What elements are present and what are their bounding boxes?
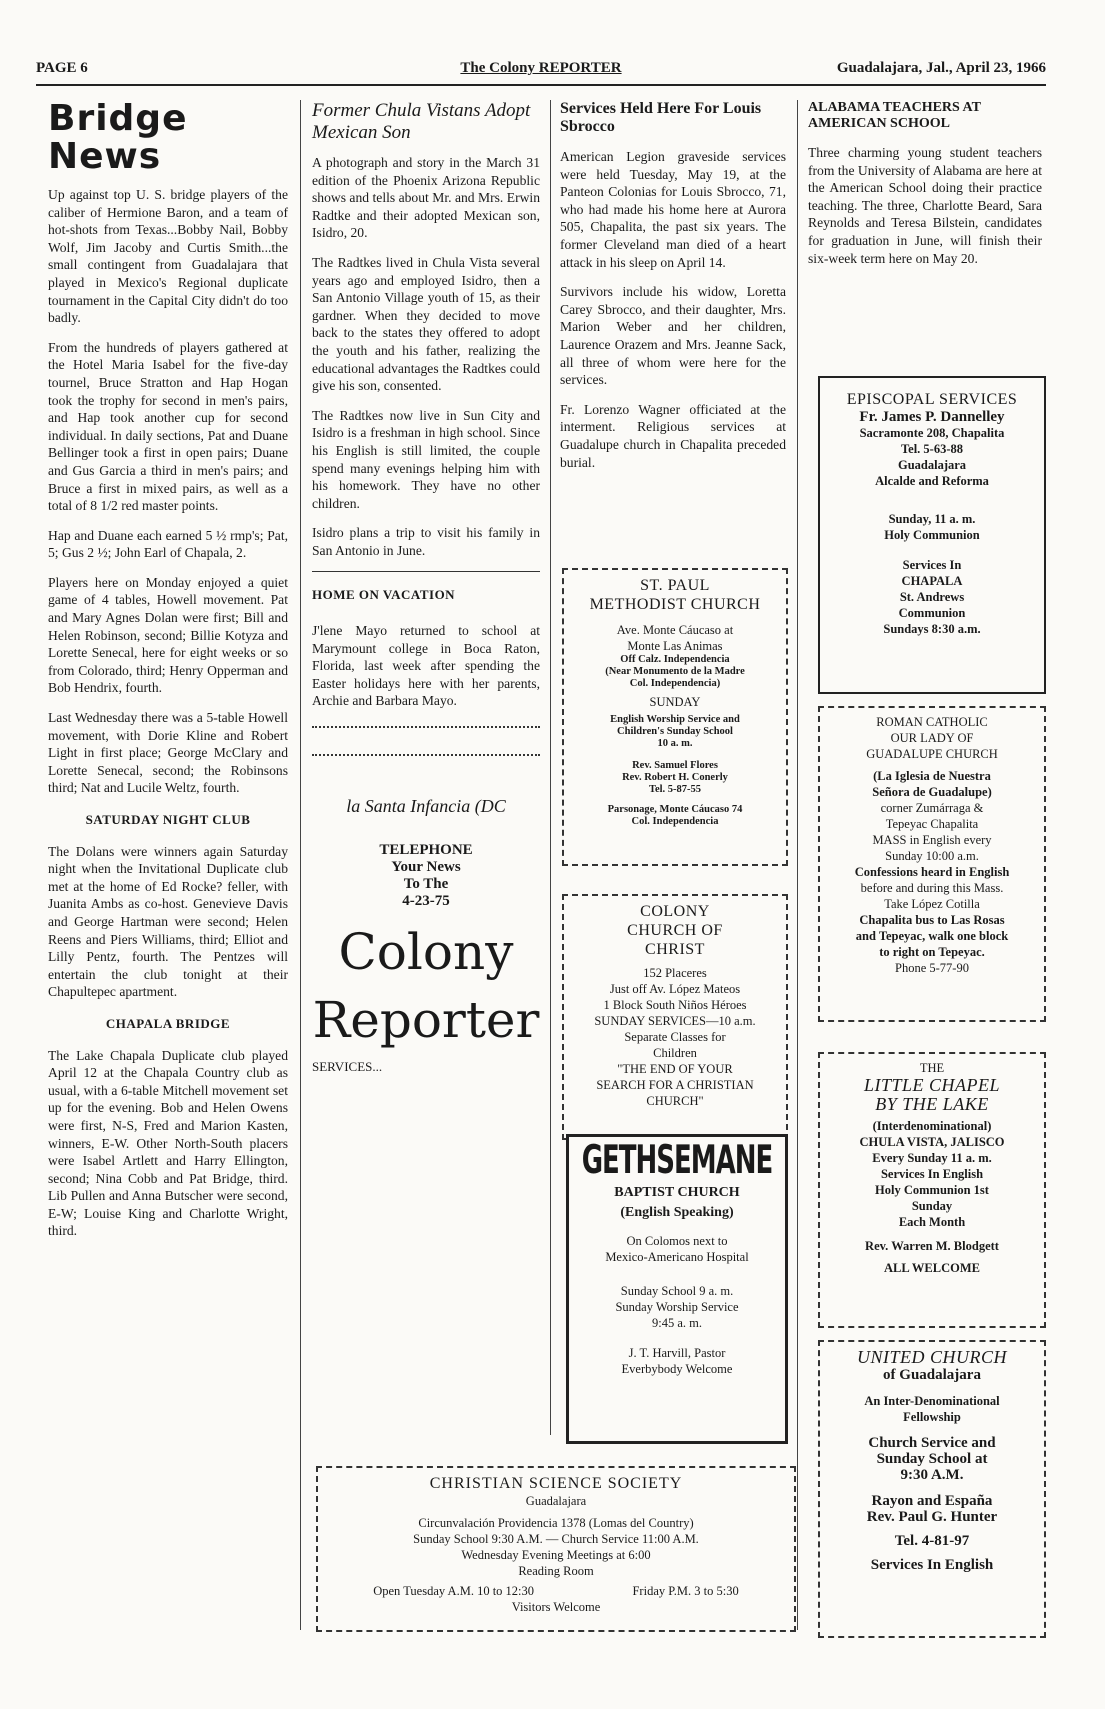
ad-line: and Tepeyac, walk one block (855, 929, 1009, 943)
ad-line: Rev. Warren M. Blodgett (865, 1239, 999, 1253)
subheading: CHAPALA BRIDGE (105, 1015, 231, 1031)
ad-line: UNITED CHURCH (856, 1347, 1007, 1367)
headline: Former Chula Vistans Adopt Mexican Son (312, 100, 531, 143)
dateline: Guadalajara, Jal., April 23, 1966 (836, 60, 1046, 76)
subheading: SATURDAY NIGHT CLUB (85, 812, 251, 827)
ad-line: CHAPALA (901, 574, 963, 588)
ad-line: to right on Tepeyac. (879, 945, 985, 959)
paragraph: A photograph and story in the March 31 edition of the Phoenix Arizona Republic shows and tells about Mr. and Mrs. Erwin Radtke and their adopted Mexican son, Isidro, 20. (312, 155, 540, 241)
hours-row (324, 1583, 788, 1599)
ad-line: ALL WELCOME (884, 1261, 980, 1275)
ad-line: CHURCH OF (627, 922, 723, 939)
ad-line: Ave. Monte Cáucaso at (616, 623, 734, 637)
ad-line: Guadalajara (525, 1494, 587, 1508)
ad-line: 152 Placeres (643, 966, 707, 980)
masthead (36, 60, 1046, 82)
little-chapel-ad (818, 1052, 1046, 1328)
ad-line: Fr. James P. Dannelley (859, 409, 1005, 425)
ad-line: Tel. 4-81-97 (894, 1533, 970, 1549)
ad-line: THE (919, 1061, 945, 1075)
ad-line: Reading Room (518, 1564, 594, 1578)
ad-line: 9:45 a. m. (652, 1316, 702, 1330)
telephone-line: TELEPHONE (379, 841, 473, 858)
ad-line: (English Speaking) (620, 1205, 734, 1220)
telephone-line: To The (403, 875, 449, 892)
ad-line: Holy Communion 1st (875, 1183, 989, 1197)
ad-line: Parsonage, Monte Cáucaso 74 (607, 804, 743, 815)
ad-line: Rev. Paul G. Hunter (866, 1509, 998, 1525)
ad-line: of Guadalajara (883, 1367, 981, 1383)
divider (312, 571, 540, 572)
ad-line: Children's Sunday School (617, 726, 733, 737)
ad-line: Everbybody Welcome (621, 1362, 733, 1376)
ad-line: Sunday 10:00 a.m. (885, 849, 979, 863)
ad-line: Off Calz. Independencia (620, 654, 730, 665)
ad-line: EPISCOPAL SERVICES (846, 391, 1018, 408)
ad-line: Church Service and (868, 1435, 996, 1451)
ad-line: Rayon and España (871, 1493, 993, 1509)
ad-line: "THE END OF YOUR (617, 1062, 733, 1076)
headline: Bridge News (48, 98, 188, 177)
ad-line: BAPTIST CHURCH (614, 1185, 740, 1200)
ad-line: CHULA VISTA, JALISCO (859, 1135, 1005, 1149)
ad-line: Take López Cotilla (884, 897, 980, 911)
reporter-logo: Reporter (312, 990, 540, 1049)
ad-line: OUR LADY OF (890, 731, 974, 745)
ad-title: GETHSEMANE (581, 1138, 773, 1184)
episcopal-ad (818, 376, 1046, 694)
ad-line: Tel. 5-87-55 (648, 784, 702, 795)
ad-line: corner Zumárraga & (880, 801, 984, 815)
ad-line: 9:30 A.M. (900, 1467, 964, 1483)
paragraph: Fr. Lorenzo Wagner officiated at the interment. Religious services at Guadalupe church in Chapalita preceded burial. (560, 401, 786, 470)
paragraph: From the hundreds of players gathered at the Hotel Maria Isabel for the five-day tournel, Bruce Stratton and Hap Hogan took the trophy for second in men's pairs, and Hap took another cup for second individual. In daily sections, Pat and Duane Bellinger took a first in open pairs; Duane and Gus Garcia a third in men's pairs; and Bruce a first in mixed pairs, as well as a total of 8 1/2 red master points. (48, 339, 288, 514)
paragraph: Last Wednesday there was a 5-table Howell movement, with Dorie Kline and Robert Light in first place; George McClary and Lorette Senecal, second; the Robinsons third; Nat and Lucile Weltz, fourth. (48, 710, 288, 796)
ad-line: Visitors Welcome (511, 1600, 601, 1614)
ad-line: Sunday School 9 a. m. (620, 1284, 734, 1298)
ad-line: Services In English (870, 1557, 994, 1573)
ad-line: CHURCH" (646, 1094, 704, 1108)
page-number: PAGE 6 (36, 60, 88, 76)
ad-line: Friday P.M. 3 to 5:30 (632, 1584, 739, 1598)
paragraph: The Lake Chapala Duplicate club played April 12 at the Chapala Country club as usual, with a 6-table Mitchell movement set up for the evening. Bob and Helen Owens were first, N-S, Fred and Marion Kasten, winners, E-W. Other North-South placers were Isabel Artlett and Harry Ellington, second; Nina Cobb and Pat Bridge, third. Lib Pullen and Anna Butscher were second, E-W; Louise King and Charlotte Wright, third. (48, 1047, 288, 1239)
ad-line: Tel. 5-63-88 (900, 442, 964, 456)
ad-line: Sunday (911, 1199, 953, 1213)
ad-line: Sunday Worship Service (615, 1300, 739, 1314)
ad-line: Every Sunday 11 a. m. (872, 1151, 992, 1165)
ad-line: Communion (898, 606, 966, 620)
catholic-ad (818, 706, 1046, 1022)
ad-line: 10 a. m. (657, 738, 693, 749)
church-of-christ-ad (562, 894, 788, 1140)
ad-line: Holy Communion (884, 528, 980, 542)
ad-line: On Colomos next to (626, 1234, 728, 1248)
ad-line: St. Andrews (899, 590, 965, 604)
ad-line: English Worship Service and (610, 714, 740, 725)
paragraph: Hap and Duane each earned 5 ½ rmp's; Pat, 5; Gus 2 ½; John Earl of Chapala, 2. (48, 527, 288, 561)
bridge-news-article (48, 100, 288, 1252)
column-divider (300, 100, 301, 1630)
column-divider (550, 100, 551, 1435)
paragraph: Up against top U. S. bridge players of the caliber of Hermione Baron, and a team of hot-shots from Texas...Bobby Nail, Bobby Wolf, Jim Jacoby and Curtis Smith...the small contingent from Guadalajara that played in Mexico's Regional duplicate tournament in the Capital City didn't do too badly. (48, 187, 288, 326)
ad-line: COLONY (640, 903, 710, 920)
ad-line: Services In English (880, 1167, 984, 1181)
chula-article (312, 100, 540, 1075)
sbrocco-article (560, 100, 786, 483)
paragraph: The Radtkes lived in Chula Vista several years ago and employed Isidro, then a San Antonio Village youth of 15, as their gardner. When they decided to move back to the states they offered to adopt the youth and his father, realizing the educational advantages the Radtkes could give his son, consented. (312, 254, 540, 394)
ad-line: Tepeyac Chapalita (885, 817, 979, 831)
ornamental-rule (312, 726, 540, 738)
ad-line: (La Iglesia de Nuestra (873, 769, 991, 783)
services-label: SERVICES... (312, 1058, 383, 1074)
paragraph: Players here on Monday enjoyed a quiet game of 4 tables, Howell movement. Pat and Mary Agnes Dolan were first; Bill and Helen Robinson, second; Billie Kotyza and Lorette Senecal, here for eight weeks or so from Colorado, third; Henry Opperman and Bob Hendrix, fourth. (48, 574, 288, 696)
ad-line: BY THE LAKE (875, 1094, 989, 1114)
paper-name: The Colony REPORTER (460, 60, 622, 76)
paragraph: Isidro plans a trip to visit his family in San Antonio in June. (312, 525, 540, 558)
ad-line: Rev. Samuel Flores (632, 760, 718, 771)
ad-line: MASS in English every (872, 833, 992, 847)
headline: Services Held Here For Louis Sbrocco (560, 100, 762, 135)
ad-line: Circunvalación Providencia 1378 (Lomas del Country) (418, 1516, 694, 1530)
partial-text: la Santa Infancia (DC (346, 796, 506, 817)
ad-line: ROMAN CATHOLIC (876, 715, 988, 729)
column-divider (797, 100, 798, 1630)
ad-line: Sunday School 9:30 A.M. — Church Service 11:00 A.M. (413, 1532, 699, 1546)
ad-line: Rev. Robert H. Conerly (622, 772, 728, 783)
ad-line: Open Tuesday A.M. 10 to 12:30 (373, 1584, 535, 1598)
ad-line: LITTLE CHAPEL (863, 1075, 1001, 1095)
ad-line: Separate Classes for (624, 1030, 726, 1044)
ad-line: SUNDAY (649, 695, 701, 709)
ad-line: An Inter-Denominational (864, 1394, 1000, 1408)
ad-line: GUADALUPE CHURCH (866, 747, 998, 761)
telephone-line: Your News (391, 858, 461, 875)
ad-line: Sacramonte 208, Chapalita (859, 426, 1005, 440)
ad-line: (Near Monumento de la Madre (605, 666, 745, 677)
ad-line: Señora de Guadalupe) (872, 785, 992, 799)
ad-line: J. T. Harvill, Pastor (628, 1346, 726, 1360)
ad-line: METHODIST CHURCH (589, 596, 761, 613)
paragraph: The Radtkes now live in Sun City and Isidro is a freshman in high school. Since his English is still limited, the couple spend many evenings helping him with his homework. They have no other children. (312, 407, 540, 511)
ad-line: Guadalajara (897, 458, 967, 472)
colony-logo: Colony (338, 922, 514, 981)
ad-line: Alcalde and Reforma (875, 474, 989, 488)
ad-line: Services In (902, 558, 962, 572)
ad-line: Col. Independencia (631, 816, 719, 827)
methodist-ad (562, 568, 788, 866)
ad-line: Just off Av. López Mateos (609, 982, 741, 996)
alabama-article (808, 100, 1042, 279)
headline: ALABAMA TEACHERS AT AMERICAN SCHOOL (808, 100, 981, 131)
telephone-number: 4-23-75 (402, 892, 450, 909)
ad-line: ST. PAUL (640, 577, 710, 594)
ad-line: Fellowship (903, 1410, 961, 1424)
paragraph: American Legion graveside services were held Tuesday, May 19, at the Panteon Colonias for Louis Sbrocco, 71, who had made his home here at Aurora 505, Chapalita, the past six years. The former Cleveland man died of a heart attack in his sleep on April 14. (560, 149, 786, 270)
paragraph: The Dolans were winners again Saturday night when the Invitational Duplicate club met at the home of Ed Rocke? feller, with Juanita Ambs as co-host. Genevieve Davis and George Hartman were second; Helen Reens and Piers Williams, third; Elliot and Lilly Pentz, fourth. The Pentzes will entertain the club tonight at their Chapultepec apartment. (48, 843, 288, 1000)
paragraph: J'lene Mayo returned to school at Marymount college in Boca Raton, Florida, last week after spending the Easter holidays here with her parents, Archie and Barbara Mayo. (312, 623, 540, 709)
ornamental-rule (312, 754, 540, 766)
ad-line: SUNDAY SERVICES—10 a.m. (594, 1014, 756, 1028)
ad-line: (Interdenominational) (872, 1119, 992, 1133)
ad-line: 1 Block South Niños Héroes (603, 998, 747, 1012)
united-church-ad (818, 1340, 1046, 1638)
subheading: HOME ON VACATION (312, 587, 456, 603)
ad-line: Each Month (898, 1215, 966, 1229)
ad-line: Mexico-Americano Hospital (605, 1250, 749, 1264)
masthead-rule (36, 84, 1046, 86)
ad-line: Sunday School at (876, 1451, 988, 1467)
ad-line: CHRISTIAN SCIENCE SOCIETY (429, 1475, 683, 1492)
ad-line: Monte Las Animas (627, 639, 723, 653)
ad-line: Chapalita bus to Las Rosas (859, 913, 1005, 927)
ad-line: Sundays 8:30 a.m. (883, 622, 981, 636)
ad-line: Col. Independencia) (629, 678, 721, 689)
ad-line: Sunday, 11 a. m. (888, 512, 976, 526)
ad-line: SEARCH FOR A CHRISTIAN (596, 1078, 754, 1092)
gethsemane-ad (566, 1134, 788, 1444)
ad-line: CHRIST (645, 941, 705, 958)
ad-line: Confessions heard in English (854, 865, 1010, 879)
ad-line: Phone 5-77-90 (895, 961, 969, 975)
ad-line: before and during this Mass. (860, 881, 1004, 895)
ad-line: Wednesday Evening Meetings at 6:00 (461, 1548, 651, 1562)
ad-line: Children (653, 1046, 697, 1060)
christian-science-ad (316, 1466, 796, 1632)
paragraph: Three charming young student teachers from the University of Alabama are here at the American School doing their practice teaching. The three, Charlotte Beard, Sara Reynolds and Teresa Bilstein, candidates for graduation in June, will finish their six-week term here on May 20. (808, 145, 1042, 266)
paragraph: Survivors include his widow, Loretta Carey Sbrocco, and their daughter, Mrs. Marion Weber and her children, Laurence Orazem and Mrs. Jeanne Sack, all three of whom were here for the services. (560, 284, 786, 388)
